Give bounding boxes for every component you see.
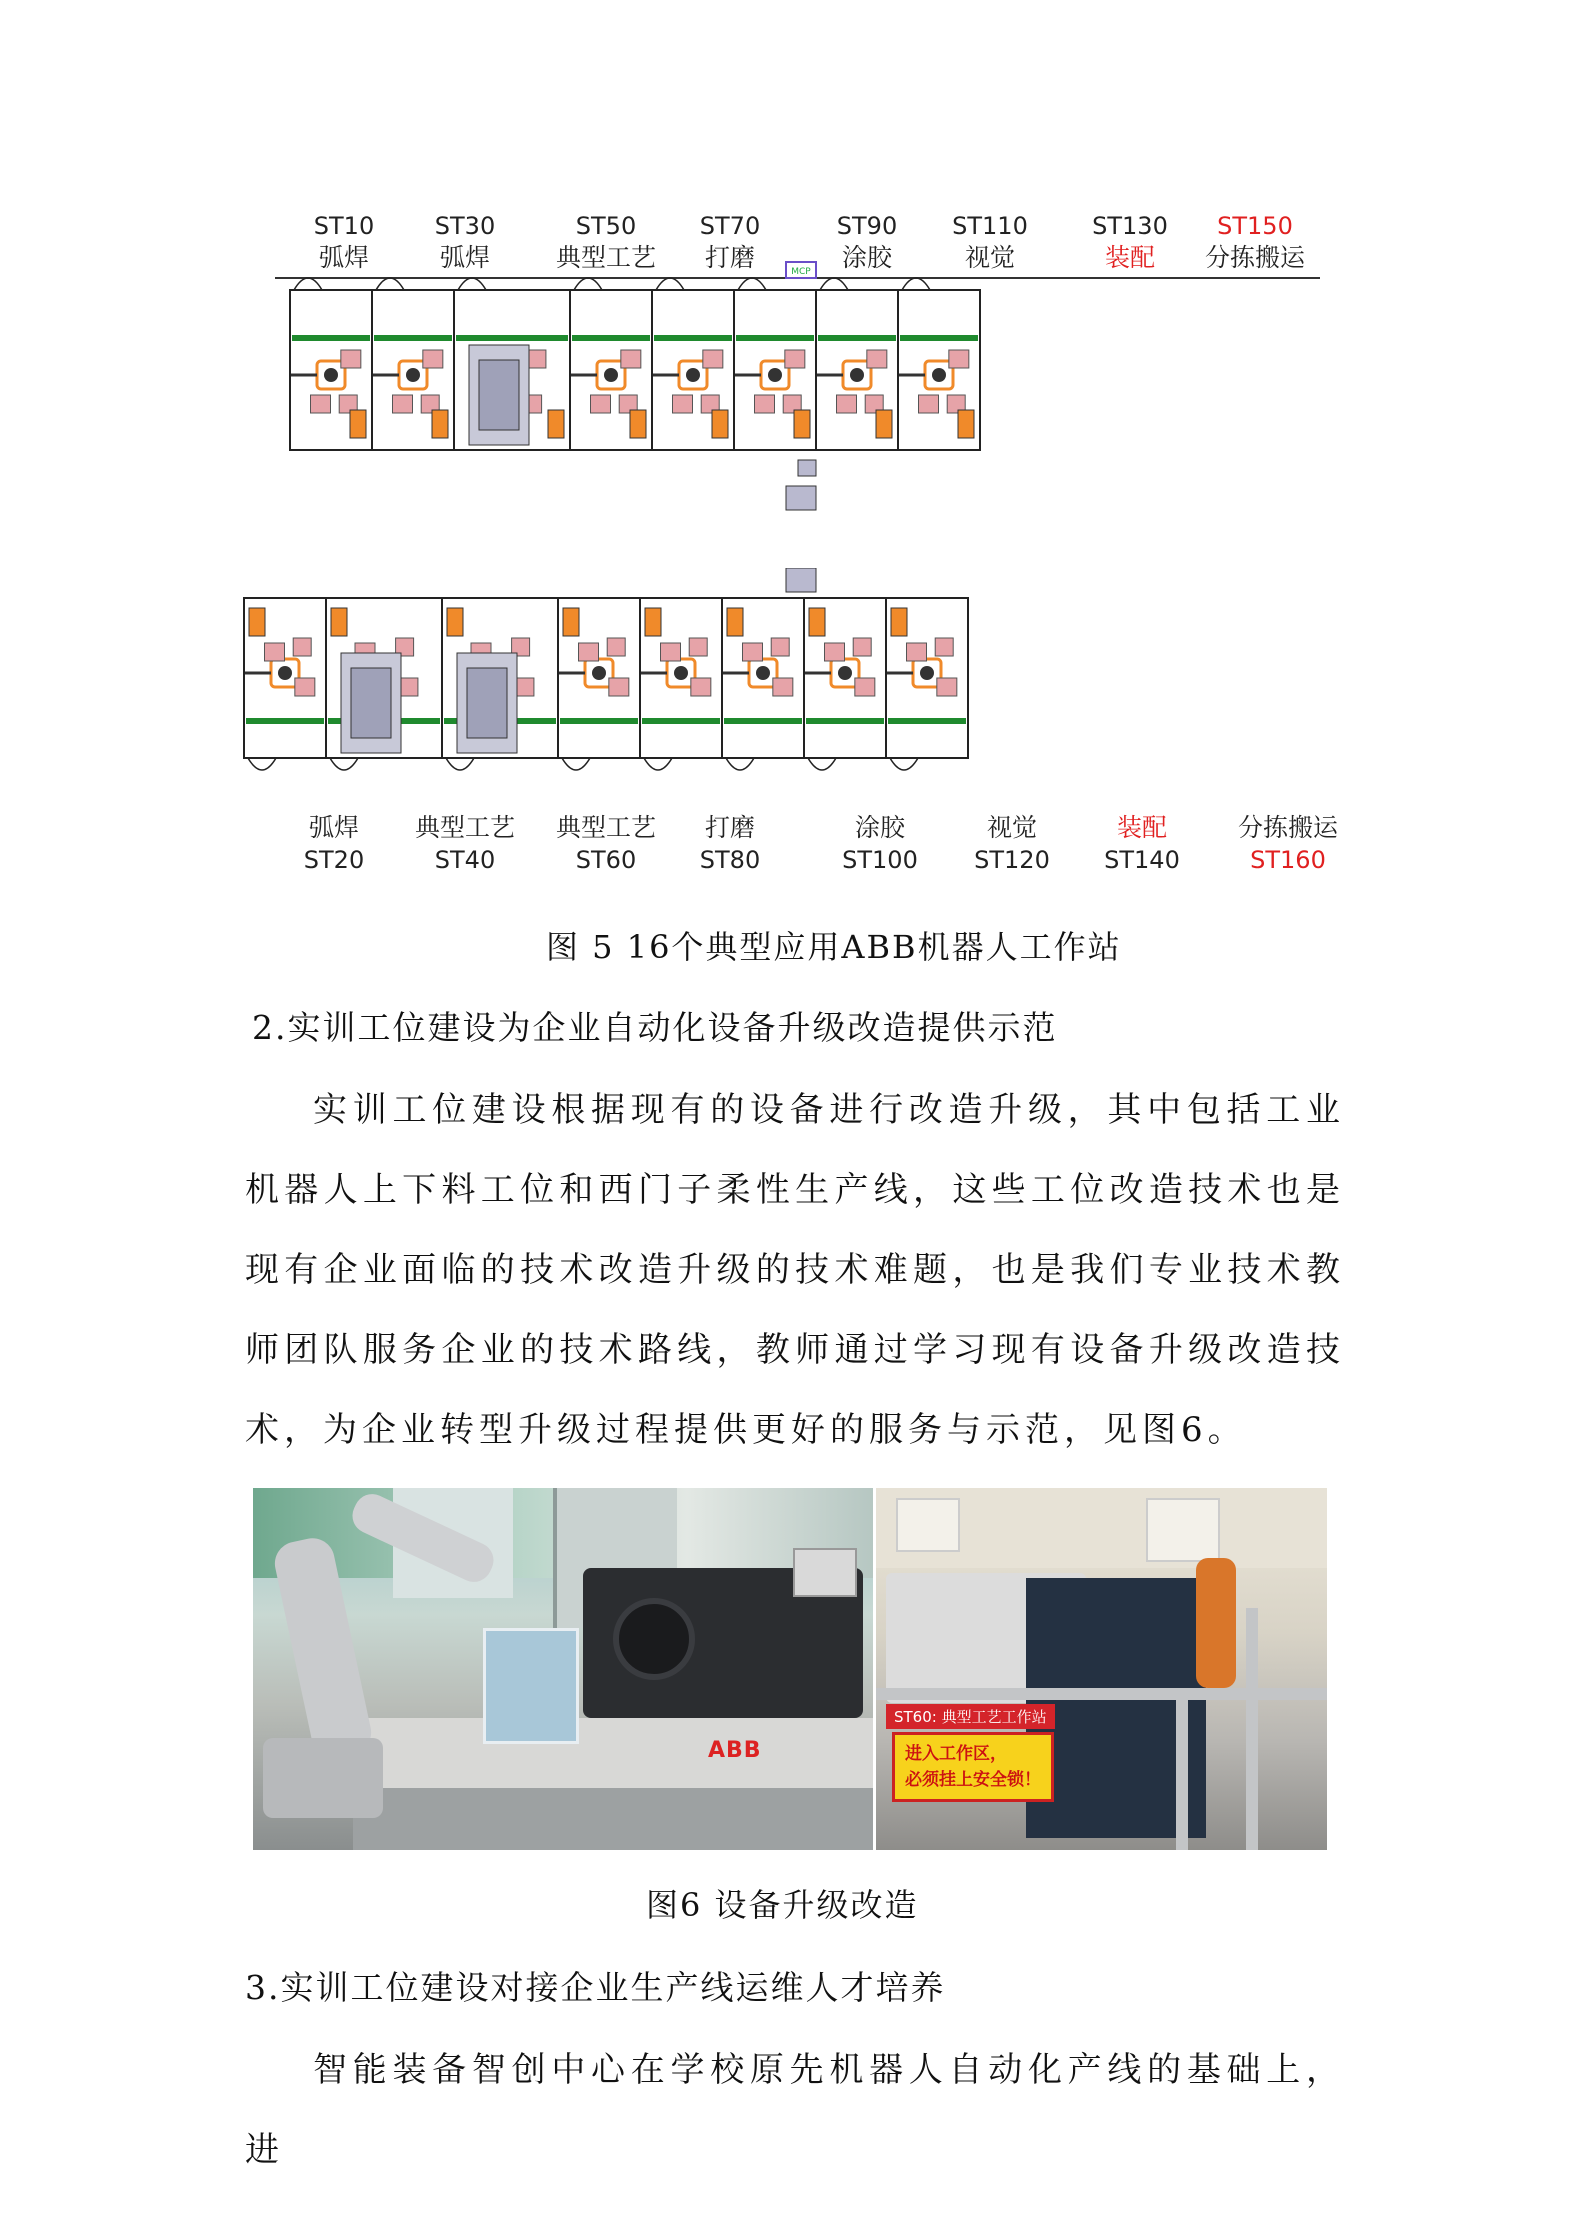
fixture xyxy=(773,678,793,696)
station-code: ST80 xyxy=(699,846,761,874)
fixture xyxy=(703,350,723,368)
fixture xyxy=(295,678,315,696)
mcp-label: MCP xyxy=(791,267,811,277)
section3-text: 智能装备智创中心在学校原先机器人自动化产线的基础上，进 xyxy=(245,2050,1345,2170)
safety-sign xyxy=(892,1732,1054,1802)
fixture xyxy=(341,350,361,368)
conveyor xyxy=(888,718,966,724)
station-code: ST130 xyxy=(1092,212,1168,240)
fixture xyxy=(755,395,775,413)
conveyor xyxy=(374,335,452,341)
fixture xyxy=(393,395,413,413)
station-name: 分拣搬运 xyxy=(1204,243,1305,272)
edge-device xyxy=(350,410,366,438)
bottom-station-label-1 xyxy=(385,812,545,876)
fixture xyxy=(771,638,789,656)
top-row-layout-diagram xyxy=(230,260,1350,560)
bottom-station-label-7 xyxy=(1208,812,1368,876)
bottom-workstation-cell-2 xyxy=(442,598,558,770)
fixture xyxy=(311,395,331,413)
bottom-workstation-cell-1 xyxy=(326,598,442,770)
station-name: 典型工艺 xyxy=(555,813,656,842)
edge-device xyxy=(331,608,347,636)
cnc-workstation-photo xyxy=(876,1488,1327,1850)
station-code: ST30 xyxy=(434,212,496,240)
edge-device xyxy=(876,410,892,438)
fixture xyxy=(609,678,629,696)
section2-paragraph xyxy=(245,1070,1345,1470)
fixture xyxy=(673,395,693,413)
top-workstation-cell-7 xyxy=(898,278,980,450)
station-name: 视觉 xyxy=(986,813,1037,842)
station-name: 打磨 xyxy=(704,243,755,272)
conveyor xyxy=(806,718,884,724)
figure5-caption: 图 5 16个典型应用ABB机器人工作站 xyxy=(546,928,1122,966)
fixture xyxy=(423,350,443,368)
fixture xyxy=(907,643,927,661)
edge-device xyxy=(548,410,564,438)
station-name: 装配 xyxy=(1104,243,1155,272)
abb-logo: ABB xyxy=(708,1738,762,1763)
bottom-workstation-cell-7 xyxy=(886,598,968,770)
conveyor xyxy=(818,335,896,341)
conveyor xyxy=(246,718,324,724)
figure6-caption: 图6 设备升级改造 xyxy=(646,1886,919,1924)
conveyor xyxy=(292,335,370,341)
top-workstation-cell-2 xyxy=(454,278,570,450)
fixture xyxy=(853,638,871,656)
bottom-workstation-cell-4 xyxy=(640,598,722,770)
conveyor xyxy=(724,718,802,724)
fixture xyxy=(785,350,805,368)
station-name: 弧焊 xyxy=(308,813,359,842)
edge-device xyxy=(794,410,810,438)
fixture xyxy=(293,638,311,656)
fixture xyxy=(825,643,845,661)
robot-track xyxy=(353,1718,873,1798)
top-workstation-cell-4 xyxy=(652,278,734,450)
edge-device xyxy=(447,608,463,636)
fixture xyxy=(591,395,611,413)
station-code: ST120 xyxy=(974,846,1050,874)
fixture xyxy=(689,638,707,656)
fixture xyxy=(837,395,857,413)
conveyor xyxy=(560,718,638,724)
conveyor xyxy=(736,335,814,341)
conveyor xyxy=(642,718,720,724)
section3-heading: 3.实训工位建设对接企业生产线运维人才培养 xyxy=(245,1968,946,2007)
conveyor xyxy=(900,335,978,341)
bottom-workstation-cell-0 xyxy=(244,598,326,770)
top-workstation-cell-6 xyxy=(816,278,898,450)
bottom-workstation-cell-5 xyxy=(722,598,804,770)
station-name: 打磨 xyxy=(704,813,755,842)
fixture xyxy=(579,643,599,661)
sign-line-1: 进入工作区， xyxy=(905,1744,1007,1764)
bottom-station-label-3 xyxy=(650,812,810,876)
sign-title: ST60: 典型工艺工作站 xyxy=(886,1704,1055,1729)
fixture xyxy=(855,678,875,696)
station-code: ST90 xyxy=(836,212,898,240)
edge-device xyxy=(432,410,448,438)
conveyor xyxy=(572,335,650,341)
fixture xyxy=(743,643,763,661)
station-code: ST160 xyxy=(1250,846,1326,874)
fixture xyxy=(607,638,625,656)
edge-device xyxy=(249,608,265,636)
fixture xyxy=(621,350,641,368)
station-code: ST140 xyxy=(1104,846,1180,874)
conveyor xyxy=(654,335,732,341)
station-name: 弧焊 xyxy=(439,243,490,272)
station-name: 典型工艺 xyxy=(414,813,515,842)
conveyor xyxy=(456,335,568,341)
station-name: 装配 xyxy=(1116,813,1167,842)
top-workstation-cell-5 xyxy=(734,278,816,450)
station-code: ST100 xyxy=(842,846,918,874)
station-code: ST10 xyxy=(313,212,375,240)
fixture xyxy=(937,678,957,696)
station-name: 涂胶 xyxy=(841,243,892,272)
robot-lathe-photo xyxy=(253,1488,873,1850)
edge-device xyxy=(645,608,661,636)
bottom-workstation-cell-6 xyxy=(804,598,886,770)
edge-device xyxy=(712,410,728,438)
edge-device xyxy=(727,608,743,636)
station-name: 分拣搬运 xyxy=(1237,813,1338,842)
bottom-station-label-6 xyxy=(1062,812,1222,876)
station-code: ST150 xyxy=(1217,212,1293,240)
top-workstation-cell-1 xyxy=(372,278,454,450)
section2-heading: 2.实训工位建设为企业自动化设备升级改造提供示范 xyxy=(252,1008,1058,1047)
station-name: 弧焊 xyxy=(318,243,369,272)
top-workstation-cell-3 xyxy=(570,278,652,450)
station-name: 涂胶 xyxy=(854,813,905,842)
edge-device xyxy=(630,410,646,438)
fixture xyxy=(691,678,711,696)
fixture xyxy=(919,395,939,413)
station-code: ST110 xyxy=(952,212,1028,240)
edge-device xyxy=(563,608,579,636)
station-code: ST60 xyxy=(575,846,637,874)
fixture xyxy=(949,350,969,368)
edge-device xyxy=(958,410,974,438)
fixture xyxy=(661,643,681,661)
bottom-workstation-cell-3 xyxy=(558,598,640,770)
station-code: ST40 xyxy=(434,846,496,874)
fixture xyxy=(867,350,887,368)
edge-device xyxy=(809,608,825,636)
bottom-row-layout-diagram xyxy=(230,568,1350,798)
station-name: 典型工艺 xyxy=(555,243,656,272)
section2-text: 实训工位建设根据现有的设备进行改造升级，其中包括工业机器人上下料工位和西门子柔性生产线，这些工位改造技术也是现有企业面临的技术改造升级的技术难题，也是我们专业技术教师团队服务企业的技术路线，教师通过学习现有设备升级改造技术，为企业转型升级过程提供更好的服务与示范，见图6。 xyxy=(245,1090,1345,1450)
fixture xyxy=(935,638,953,656)
edge-device xyxy=(891,608,907,636)
orange-robot xyxy=(1196,1558,1236,1688)
sign-line-2: 必须挂上安全锁！ xyxy=(905,1770,1041,1790)
station-code: ST70 xyxy=(699,212,761,240)
station-code: ST50 xyxy=(575,212,637,240)
top-workstation-cell-0 xyxy=(290,278,372,450)
station-name: 视觉 xyxy=(964,243,1015,272)
fixture xyxy=(265,643,285,661)
station-code: ST20 xyxy=(303,846,365,874)
section3-paragraph xyxy=(245,2030,1345,2190)
